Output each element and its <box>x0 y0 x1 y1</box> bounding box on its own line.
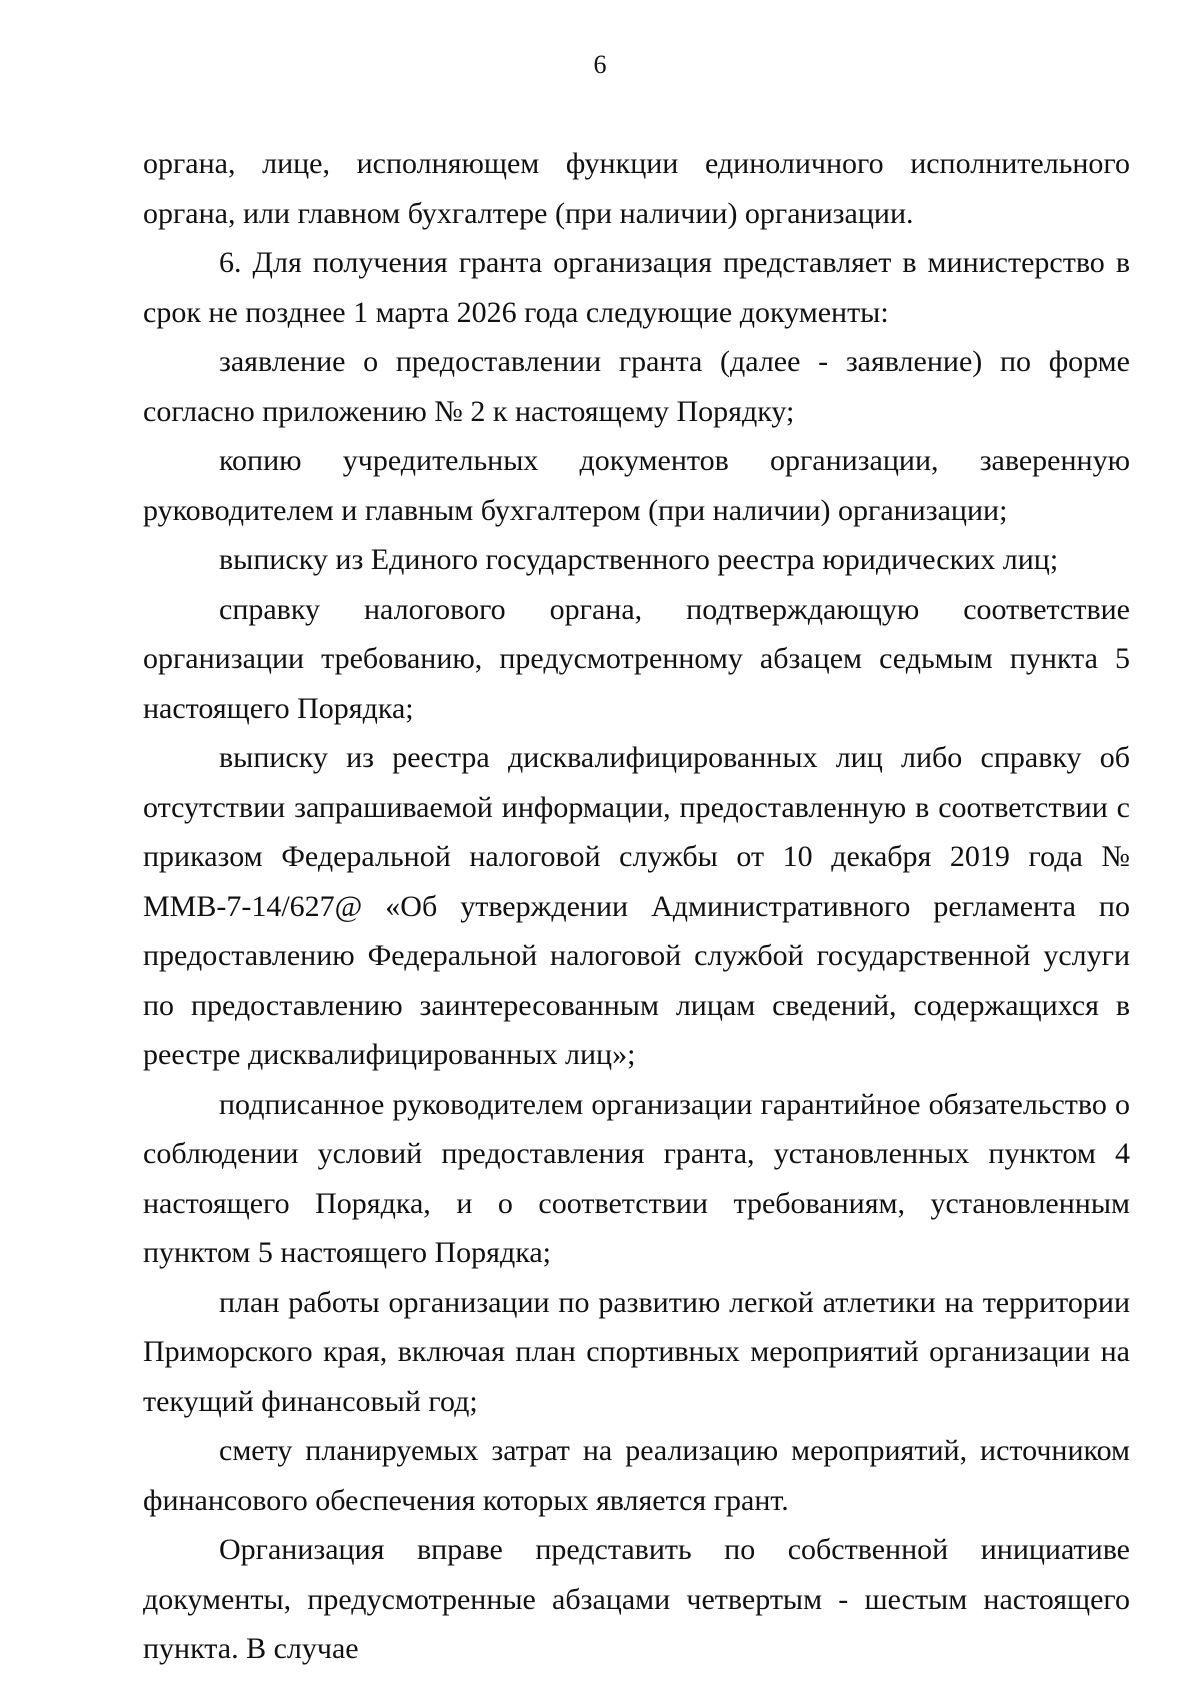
page-number: 6 <box>593 50 607 79</box>
paragraph-application: заявление о предоставлении гранта (далее - заявление) по форме согласно приложению № 2 к настоящему Порядку; <box>143 345 1130 428</box>
paragraph-registry-extract: выписку из Единого государственного реестра юридических лиц; <box>219 543 1059 576</box>
paragraph-work-plan: план работы организации по развитию легкой атлетики на территории Приморского края, включая план спортивных мероприятий организации на текущий финансовый год; <box>143 1285 1130 1418</box>
document-body <box>143 139 1130 1674</box>
paragraph-continuation: органа, лице, исполняющем функции единоличного исполнительного органа, или главном бухгалтере (при наличии) организации. <box>143 147 1130 230</box>
paragraph-guarantee-obligation: подписанное руководителем организации гарантийное обязательство о соблюдении условий предоставления гранта, установленных пунктом 4 настоящего Порядка, и о соответствии требованиям, установленным пунктом 5 настоящего Порядка; <box>143 1087 1130 1269</box>
paragraph-cost-estimate: смету планируемых затрат на реализацию мероприятий, источником финансового обеспечения которых является грант. <box>143 1434 1130 1517</box>
paragraph-item-6: 6. Для получения гранта организация представляет в министерство в срок не позднее 1 марта 2026 года следующие документы: <box>143 246 1130 329</box>
paragraph-own-initiative: Организация вправе представить по собственной инициативе документы, предусмотренные абзацами четвертым - шестым настоящего пункта. В случае <box>143 1533 1130 1665</box>
paragraph-tax-certificate: справку налогового органа, подтверждающую соответствие организации требованию, предусмотренному абзацем седьмым пункта 5 настоящего Порядка; <box>143 592 1130 725</box>
paragraph-founding-documents: копию учредительных документов организации, заверенную руководителем и главным бухгалтером (при наличии) организации; <box>143 444 1130 527</box>
paragraph-disqualified-registry: выписку из реестра дисквалифицированных лиц либо справку об отсутствии запрашиваемой информации, предоставленную в соответствии с приказом Федеральной налоговой службы от 10 декабря 2019 года № ММВ-7-14/627@ «Об утверждении Административного регламента по предоставлению Федеральной налоговой службой государственной услуги по предоставлению заинтересованным лицам сведений, содержащихся в реестре дисквалифицированных лиц»; <box>143 741 1130 1071</box>
